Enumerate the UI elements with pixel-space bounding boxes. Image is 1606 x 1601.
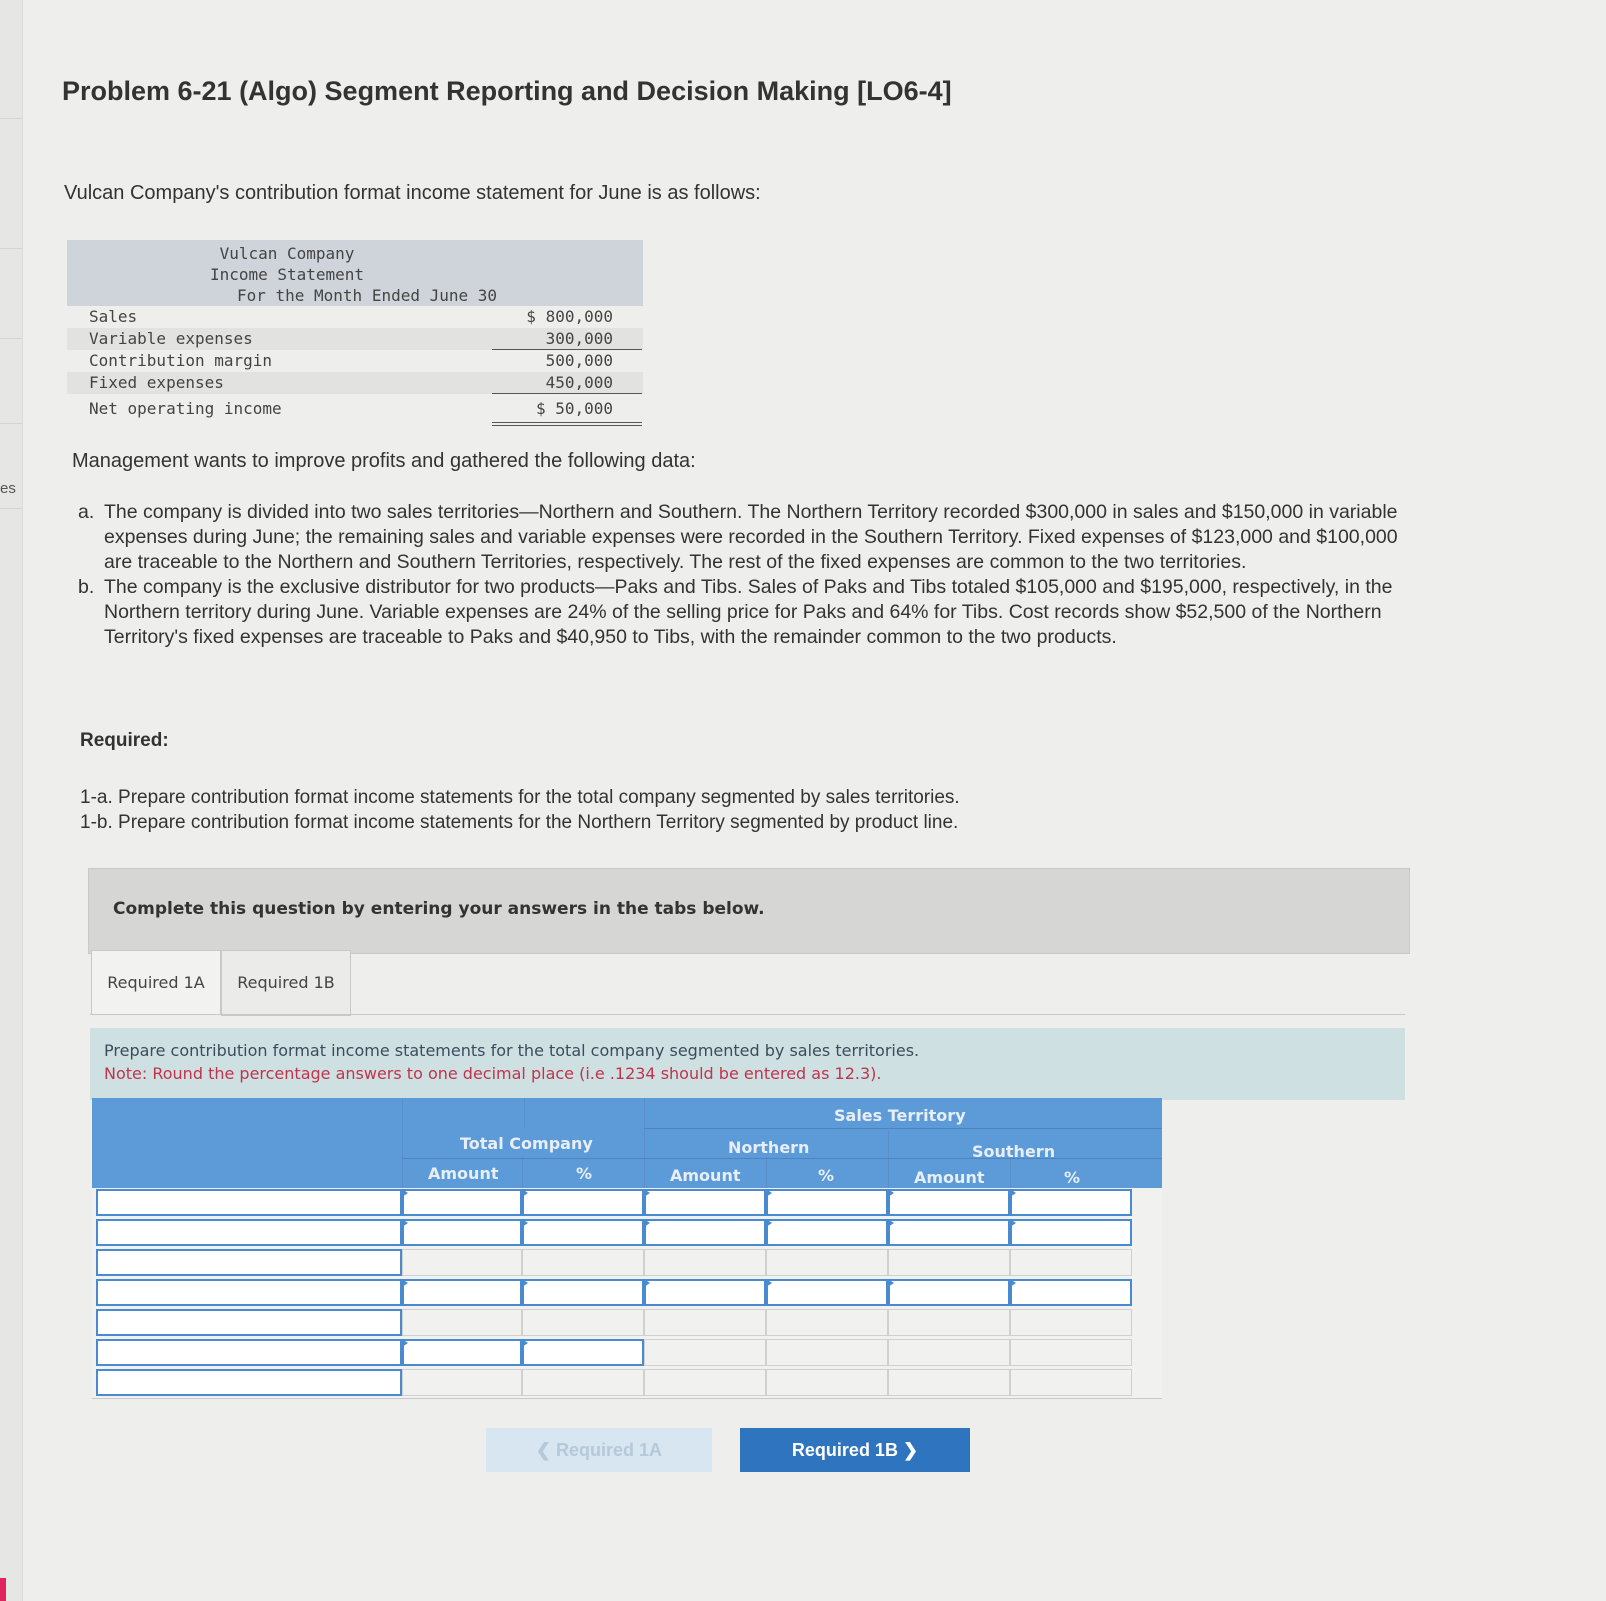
northern-percent-header: % — [818, 1166, 835, 1185]
total-percent-cell — [522, 1369, 644, 1396]
total-percent-cell — [522, 1249, 644, 1276]
sidebar-segment — [0, 0, 22, 119]
table-row — [92, 1338, 1162, 1369]
income-row-fixed-expenses — [67, 372, 643, 394]
double-underline-rule — [492, 422, 642, 426]
row-value: $ 800,000 — [526, 307, 613, 326]
row-label: Fixed expenses — [89, 373, 224, 392]
sidebar-segment — [0, 118, 22, 249]
northern-percent-cell — [766, 1339, 888, 1366]
table-row — [92, 1308, 1162, 1339]
row-label-input[interactable] — [96, 1249, 402, 1276]
income-row-variable-expenses — [67, 328, 643, 350]
instruction-note: Note: Round the percentage answers to one decimal place (i.e .1234 should be entered as 12.3). — [104, 1064, 882, 1083]
previous-tab-button[interactable] — [486, 1428, 712, 1472]
total-percent-input[interactable] — [522, 1219, 644, 1246]
tab-required-1a[interactable]: Required 1A — [91, 950, 221, 1015]
previous-tab-label: Required 1A — [556, 1440, 663, 1460]
northern-percent-input[interactable] — [766, 1279, 888, 1306]
fact-item — [78, 500, 1428, 575]
chevron-left-icon: ❮ — [535, 1440, 552, 1460]
tab-required-1b[interactable]: Required 1B — [221, 950, 351, 1016]
southern-percent-input[interactable] — [1010, 1279, 1132, 1306]
chevron-right-icon: ❯ — [902, 1440, 919, 1460]
southern-percent-cell — [1010, 1339, 1132, 1366]
fact-item — [78, 575, 1428, 650]
page-title: Problem 6-21 (Algo) Segment Reporting and Decision Making [LO6-4] — [62, 76, 952, 106]
fact-text: The company is divided into two sales territories—Northern and Southern. The Northern Territory recorded $300,000 in sales and $150,000 in variable expenses during June; the remaining sales and variable expenses were recorded in the Southern Territory. Fixed expenses of $123,000 and $100,000 are traceable to the Northern and Southern Territories, respectively. The rest of the fixed expenses are common to the two territories. — [104, 501, 1398, 573]
answer-grid — [92, 1098, 1162, 1418]
southern-percent-cell — [1010, 1309, 1132, 1336]
northern-amount-input[interactable] — [644, 1279, 766, 1306]
row-label: Contribution margin — [89, 351, 273, 370]
southern-amount-input[interactable] — [888, 1219, 1010, 1246]
southern-percent-cell — [1010, 1369, 1132, 1396]
required-heading: Required: — [80, 730, 169, 751]
row-value: $ 50,000 — [535, 399, 613, 418]
facts-list — [78, 500, 1428, 650]
total-amount-cell — [402, 1249, 522, 1276]
southern-amount-cell — [888, 1339, 1010, 1366]
southern-amount-input[interactable] — [888, 1279, 1010, 1306]
instructions-banner — [88, 868, 1410, 954]
statement-period: For the Month Ended June 30 — [236, 286, 498, 305]
northern-amount-cell — [644, 1339, 766, 1366]
total-percent-cell — [522, 1309, 644, 1336]
accent-marker — [0, 1578, 6, 1601]
banner-text: Complete this question by entering your answers in the tabs below. — [113, 899, 765, 919]
fact-letter: b. — [78, 576, 95, 598]
table-row — [92, 1278, 1162, 1309]
southern-percent-input[interactable] — [1010, 1219, 1132, 1246]
next-tab-button[interactable] — [740, 1428, 970, 1472]
northern-percent-cell — [766, 1249, 888, 1276]
southern-amount-input[interactable] — [888, 1189, 1010, 1216]
grid-header — [92, 1098, 1162, 1188]
row-value: 450,000 — [545, 373, 613, 392]
header-divider — [766, 1156, 767, 1188]
tab-panel-divider — [90, 1014, 1405, 1015]
sidebar-segment — [0, 338, 22, 424]
total-percent-input[interactable] — [522, 1189, 644, 1216]
row-label: Variable expenses — [89, 329, 253, 348]
row-label-input[interactable] — [96, 1309, 402, 1336]
total-percent-input[interactable] — [522, 1339, 644, 1366]
row-label-input[interactable] — [96, 1279, 402, 1306]
table-row — [92, 1188, 1162, 1219]
southern-amount-cell — [888, 1309, 1010, 1336]
row-value: 300,000 — [545, 329, 613, 348]
total-percent-input[interactable] — [522, 1279, 644, 1306]
total-amount-cell — [402, 1369, 522, 1396]
southern-percent-header: % — [1064, 1168, 1081, 1187]
southern-amount-cell — [888, 1249, 1010, 1276]
table-row — [92, 1218, 1162, 1249]
total-amount-input[interactable] — [402, 1219, 522, 1246]
income-row-contribution-margin — [67, 350, 643, 372]
income-row-net-operating-income — [67, 394, 643, 422]
row-value: 500,000 — [545, 351, 613, 370]
northern-percent-input[interactable] — [766, 1219, 888, 1246]
income-statement — [67, 240, 643, 422]
sales-territory-header: Sales Territory — [834, 1106, 966, 1125]
left-sidebar-strip — [0, 0, 23, 1601]
required-item: 1-b. Prepare contribution format income statements for the Northern Territory segmented by product line. — [80, 812, 959, 833]
row-label-input[interactable] — [96, 1339, 402, 1366]
northern-percent-input[interactable] — [766, 1189, 888, 1216]
southern-percent-input[interactable] — [1010, 1189, 1132, 1216]
instruction-text: Prepare contribution format income statements for the total company segmented by sales territories. — [104, 1041, 920, 1060]
southern-amount-cell — [888, 1369, 1010, 1396]
total-amount-input[interactable] — [402, 1189, 522, 1216]
total-amount-cell — [402, 1309, 522, 1336]
header-divider — [888, 1130, 889, 1188]
southern-amount-header: Amount — [914, 1168, 985, 1187]
required-item: 1-a. Prepare contribution format income statements for the total company segmented by sales territories. — [80, 787, 960, 808]
row-label-input[interactable] — [96, 1369, 402, 1396]
row-label: Sales — [89, 307, 138, 326]
next-tab-label: Required 1B — [791, 1440, 898, 1460]
total-percent-header: % — [576, 1164, 593, 1183]
northern-percent-cell — [766, 1369, 888, 1396]
northern-amount-cell — [644, 1369, 766, 1396]
northern-header: Northern — [728, 1138, 810, 1157]
instruction-box — [90, 1028, 1405, 1100]
statement-name: Income Statement — [209, 265, 365, 284]
northern-amount-cell — [644, 1249, 766, 1276]
header-divider — [644, 1098, 645, 1188]
sidebar-label[interactable]: es — [0, 480, 16, 497]
table-row — [92, 1368, 1162, 1399]
income-statement-header — [67, 240, 643, 306]
company-name: Vulcan Company — [219, 244, 355, 263]
header-divider — [524, 1098, 525, 1128]
fact-letter: a. — [78, 501, 95, 523]
northern-amount-cell — [644, 1309, 766, 1336]
southern-percent-cell — [1010, 1249, 1132, 1276]
intro-text: Vulcan Company's contribution format income statement for June is as follows: — [64, 182, 761, 204]
total-amount-input[interactable] — [402, 1339, 522, 1366]
row-label: Net operating income — [89, 399, 282, 418]
required-list — [80, 785, 960, 835]
table-row — [92, 1248, 1162, 1279]
fact-text: The company is the exclusive distributor for two products—Paks and Tibs. Sales of Paks and Tibs totaled $105,000 and $195,000, respectively, in the Northern territory during June. Variable expenses are 24% of the selling price for Paks and 64% for Tibs. Cost records show $52,500 of the Northern Territory's fixed expenses are traceable to Paks and $40,950 to Tibs, with the remainder common to the two products. — [104, 576, 1393, 648]
row-label-input[interactable] — [96, 1189, 402, 1216]
row-label-input[interactable] — [96, 1219, 402, 1246]
income-row-sales — [67, 306, 643, 328]
northern-amount-input[interactable] — [644, 1219, 766, 1246]
header-divider — [522, 1156, 523, 1188]
northern-amount-input[interactable] — [644, 1189, 766, 1216]
total-amount-input[interactable] — [402, 1279, 522, 1306]
northern-amount-header: Amount — [670, 1166, 741, 1185]
management-text: Management wants to improve profits and gathered the following data: — [72, 450, 696, 472]
header-rule — [644, 1128, 1162, 1129]
total-company-header: Total Company — [460, 1134, 593, 1153]
header-divider — [402, 1098, 403, 1188]
northern-percent-cell — [766, 1309, 888, 1336]
total-amount-header: Amount — [428, 1164, 499, 1183]
southern-header: Southern — [972, 1142, 1056, 1161]
